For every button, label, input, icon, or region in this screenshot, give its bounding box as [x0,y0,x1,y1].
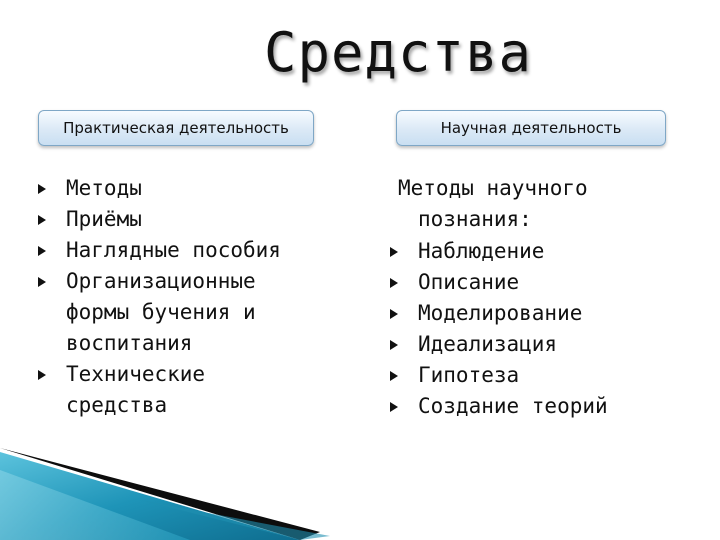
list-item [66,359,246,421]
arrow-bullet-icon [390,402,398,412]
list-item [418,298,708,329]
arrow-bullet-icon [390,309,398,319]
arrow-bullet-icon [38,215,46,225]
arrow-bullet-icon [390,247,398,257]
arrow-bullet-icon [38,277,46,287]
list-item [418,329,708,360]
scientific-intro [398,173,698,235]
intro-line-2: познания: [418,207,532,231]
header-practical-activity: Практическая деятельность [38,110,314,146]
scientific-list [418,236,708,422]
list-item-text: Технические средства [66,362,206,417]
list-item-text: Методы [66,176,142,200]
arrow-bullet-icon [38,246,46,256]
list-item-text: Наглядные пособия [66,238,281,262]
list-item [418,391,708,422]
list-item [418,236,708,267]
list-item-text: Приёмы [66,207,142,231]
arrow-bullet-icon [38,370,46,380]
list-item [66,235,366,266]
arrow-bullet-icon [390,340,398,350]
list-item-text: Идеализация [418,332,558,356]
list-item [66,204,366,235]
list-item [66,266,296,359]
list-item-text: Наблюдение [418,239,545,263]
intro-line-1: Методы научного [398,176,588,200]
arrow-bullet-icon [390,278,398,288]
header-scientific-activity: Научная деятельность [396,110,666,146]
list-item [418,267,708,298]
practical-list [66,173,366,421]
arrow-bullet-icon [38,184,46,194]
list-item-text: Моделирование [418,301,583,325]
arrow-bullet-icon [390,371,398,381]
list-item-text: Гипотеза [418,363,520,387]
slide-title: Средства [263,21,533,84]
list-item-text: Описание [418,270,520,294]
list-item-text: Создание теорий [418,394,608,418]
list-item-text: Организационные формы бучения и воспитания [66,269,256,355]
list-item [66,173,366,204]
list-item [418,360,708,391]
